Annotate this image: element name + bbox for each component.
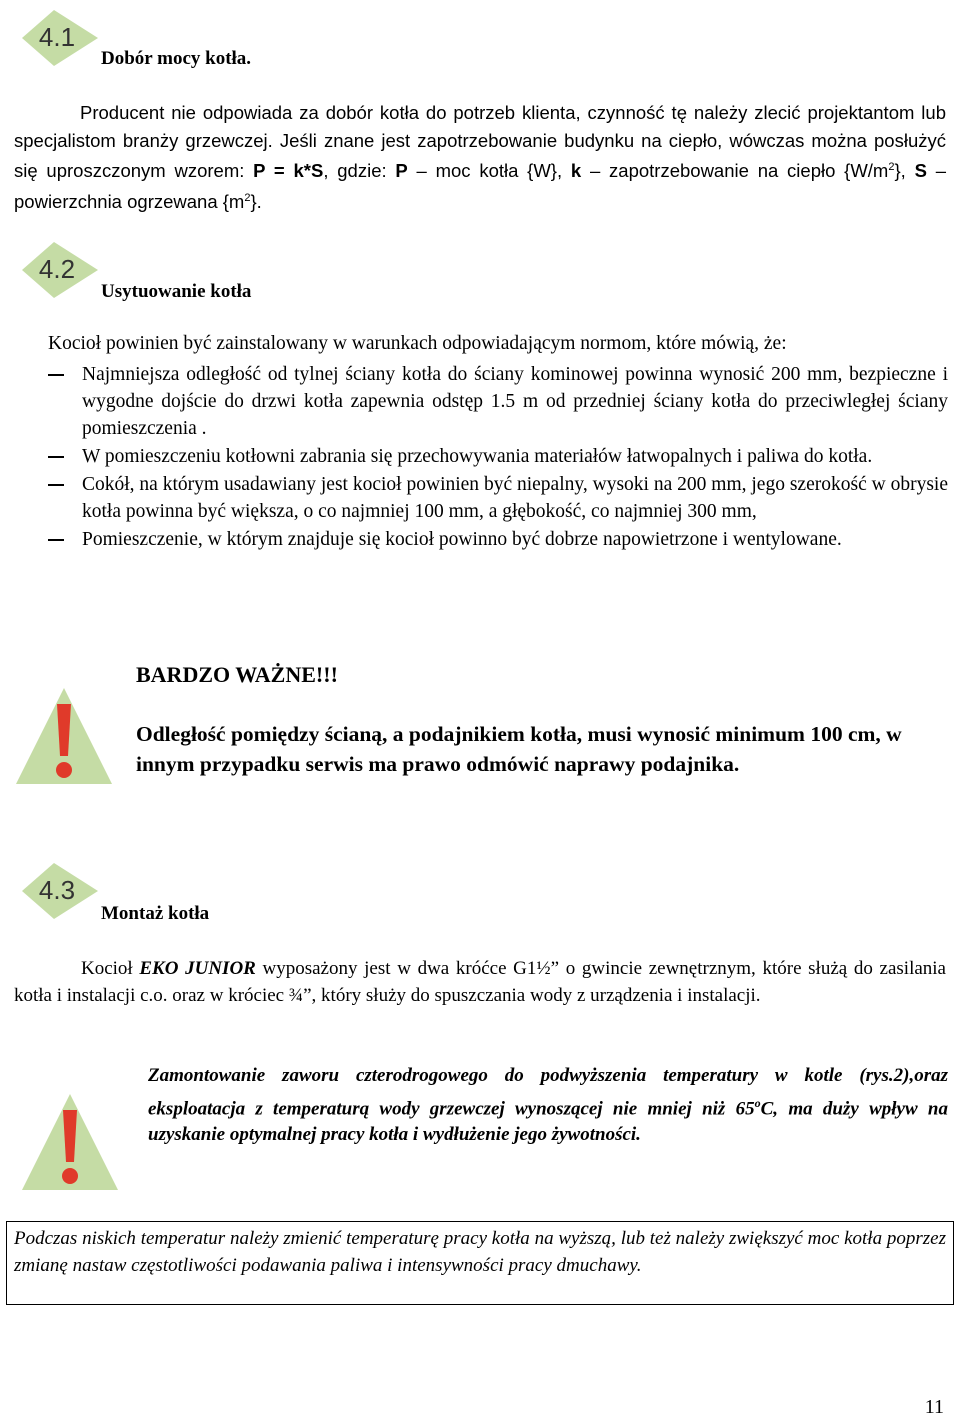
page-number: 11 (924, 1396, 944, 1418)
section-title: Usytuowanie kotła (101, 281, 252, 302)
warning-title: BARDZO WAŻNE!!! (136, 662, 338, 687)
installation-note: Zamontowanie zaworu czterodrogowego do podwyższenia temperatury w kotle (rys.2),oraz eksploatacja z temperaturą wody grzewczej wynoszącej nie mniej niż 65$^o$C, ma duży wpływ na uzyskanie optymalnej pracy kotła i wydłużenie jego żywotności. (148, 1065, 948, 1146)
section-4-2-intro: Kocioł powinien być zainstalowany w warunkach odpowiadającym normom, które mówią, że: (48, 333, 787, 354)
section-title: Montaż kotła (101, 903, 210, 924)
list-item: Najmniejsza odległość od tylnej ściany kotła do ściany kominowej powinna wynosić 200 mm, bezpieczne i wygodne dojście do drzwi kotła zapewnia odstęp 1.5 m od przedniej ściany kotła do przeciwległej ściany pomieszczenia . (48, 361, 948, 442)
product-name: EKO JUNIOR (139, 958, 256, 979)
dash-icon (48, 484, 64, 486)
section-4-3-paragraph: Kocioł EKO JUNIOR wyposażony jest w dwa króćce G1½” o gwincie zewnętrznym, które służą do zasilania kotła i instalacji c.o. oraz w króciec ¾”, który służy do spuszczania wody z urządzenia i instalacji. (14, 958, 946, 1006)
section-badge-4-1 (14, 8, 100, 66)
dash-icon (48, 539, 64, 541)
section-number: 4.1 (38, 22, 76, 52)
section-title: Dobór mocy kotła. (101, 48, 252, 69)
list-item: Pomieszczenie, w którym znajduje się kocioł powinno być dobrze napowietrzone i wentylowane. (48, 526, 948, 553)
section-badge-4-3 (14, 861, 100, 919)
warning-text: Odległość pomiędzy ścianą, a podajnikiem kotła, musi wynosić minimum 100 cm, w innym przypadku serwis ma prawo odmówić naprawy podajnika. (136, 722, 902, 776)
dash-icon (48, 374, 64, 376)
exclamation-warning-icon (20, 1092, 120, 1192)
info-box (6, 1221, 954, 1305)
exclamation-warning-icon (14, 686, 114, 786)
section-number: 4.2 (38, 254, 76, 284)
dash-icon (48, 456, 64, 458)
section-number: 4.3 (38, 875, 76, 905)
info-box-text: Podczas niskich temperatur należy zmienić temperaturę pracy kotła na wyższą, lub też należy zwiększyć moc kotła poprzez zmianę nastaw częstotliwości podawania paliwa i intensywności pracy dmuchawy. (14, 1228, 946, 1276)
list-item: Cokół, na którym usadawiany jest kocioł powinien być niepalny, wysoki na 200 mm, jego szerokość w obrysie kotła powinna być większa, o co najmniej 100 mm, a głębokość, co najmniej 300 mm, (48, 471, 948, 525)
section-4-1-paragraph: Producent nie odpowiada za dobór kotła do potrzeb klienta, czynność tę należy zlecić projektantom lub specjalistom branży grzewczej. Jeśli znane jest zapotrzebowanie budynku na ciepło, wówczas można posłużyć się uproszczonym wzorem: P = k*S, gdzie: P – moc kotła {W}, k – zapotrzebowanie na ciepło $\{W/m^2\}$, S – powierzchnia ogrzewana $\{m^2\}$. (14, 102, 947, 212)
section-badge-4-2 (14, 240, 100, 298)
requirements-list (48, 361, 948, 554)
list-item: W pomieszczeniu kotłowni zabrania się przechowywania materiałów łatwopalnych i paliwa do kotła. (48, 443, 948, 470)
